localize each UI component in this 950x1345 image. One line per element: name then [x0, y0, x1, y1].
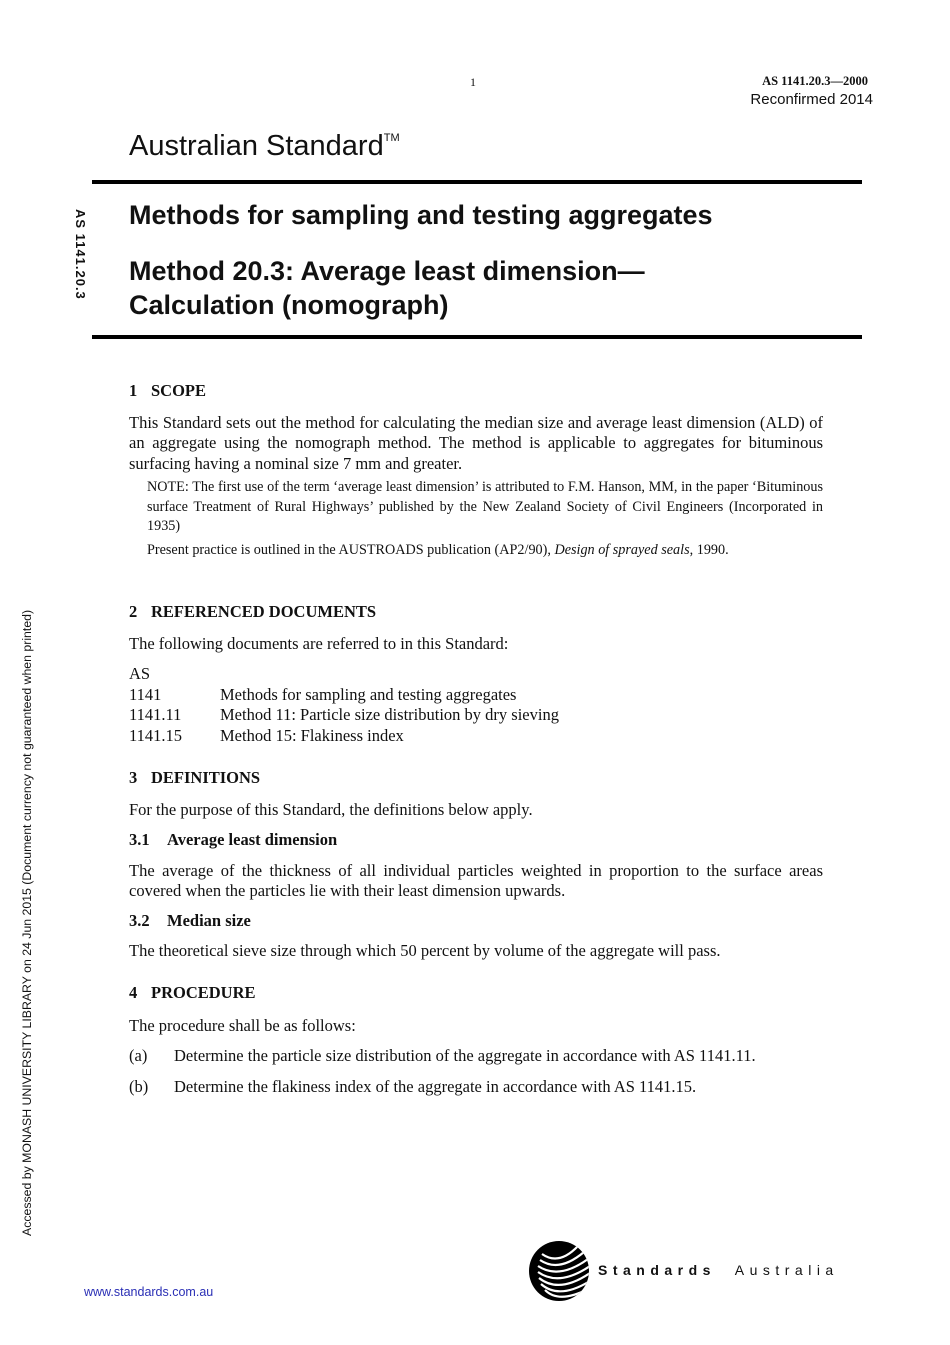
website-link[interactable]: www.standards.com.au: [84, 1285, 214, 1299]
procedure-heading: [129, 983, 823, 1004]
reference-title: Methods for sampling and testing aggregates: [220, 684, 517, 704]
reference-group: AS: [129, 664, 151, 683]
definition-body: The average of the thickness of all individual particles weighted in proportion to the surface areas covered when the particles lie with their least dimension upwards.: [129, 860, 823, 900]
reference-title: Method 15: Flakiness index: [220, 725, 404, 745]
practice-year: , 1990.: [689, 541, 729, 558]
reference-code: 1141: [129, 684, 162, 704]
publisher-name: [598, 1262, 839, 1278]
brand-name: Australian Standard: [129, 130, 384, 162]
method-title-line-1: Method 20.3: Average least dimension—: [129, 256, 645, 286]
definition-body: The theoretical sieve size through which 50 percent by volume of the aggregate will pass.: [129, 941, 721, 960]
bottom-rule: [92, 335, 862, 339]
procedure-step: [129, 1077, 823, 1098]
definitions-intro: For the purpose of this Standard, the definitions below apply.: [129, 799, 533, 819]
definition-title: Median size: [167, 910, 251, 930]
standards-australia-logo-icon: [528, 1240, 590, 1302]
reference-row: [129, 705, 823, 726]
section-scope: [129, 381, 823, 560]
definition-heading: [129, 830, 823, 851]
section-references: [129, 602, 823, 746]
section-title: REFERENCED DOCUMENTS: [151, 602, 377, 621]
step-text: Determine the flakiness index of the aggregate in accordance with AS 1141.15.: [174, 1076, 697, 1096]
section-title: DEFINITIONS: [151, 768, 261, 787]
reference-code: 1141.11: [129, 705, 182, 724]
document-code: AS 1141.20.3—2000: [762, 74, 868, 88]
side-document-code: AS 1141.20.3: [73, 209, 88, 300]
top-rule: [92, 180, 862, 184]
section-number: 4: [129, 983, 138, 1002]
reference-title: Method 11: Particle size distribution by dry sieving: [220, 705, 559, 724]
publisher-name-bold: Standards: [598, 1262, 716, 1278]
section-definitions: [129, 768, 823, 962]
step-text: Determine the particle size distribution of the aggregate in accordance with AS 1141.11.: [174, 1046, 756, 1065]
method-title-line-2: Calculation (nomograph): [129, 290, 449, 320]
section-title: PROCEDURE: [151, 983, 256, 1002]
section-number: 1: [129, 381, 138, 400]
access-watermark: Accessed by MONASH UNIVERSITY LIBRARY on 24 Jun 2015 (Document currency not guaranteed when printed): [20, 609, 34, 1237]
standard-title: Methods for sampling and testing aggregates: [129, 200, 713, 230]
publisher-name-light: Australia: [734, 1262, 839, 1278]
references-heading: [129, 602, 823, 623]
scope-note-practice: [147, 541, 823, 561]
reference-row: [129, 726, 823, 747]
step-label: (a): [129, 1046, 148, 1065]
reconfirmed-note: Reconfirmed 2014: [750, 91, 873, 108]
references-intro: The following documents are referred to in this Standard:: [129, 633, 509, 653]
section-number: 2: [129, 602, 138, 621]
practice-text: Present practice is outlined in the AUSTROADS publication (AP2/90),: [147, 541, 555, 558]
scope-note: NOTE: The first use of the term ‘average least dimension’ is attributed to F.M. Hanson, MM, in the paper ‘Bituminous surface Treatment of Rural Highways’ published by the New Zealand Society of Civil Engineers (Incorporated in 1935): [147, 479, 823, 534]
definition-number: 3.1: [129, 830, 150, 849]
section-title: SCOPE: [151, 381, 207, 400]
page-number: 1: [470, 75, 476, 89]
section-number: 3: [129, 768, 138, 787]
reference-code: 1141.15: [129, 725, 183, 745]
definition-heading: [129, 911, 823, 932]
procedure-step: [129, 1046, 823, 1067]
brand-title: [129, 130, 400, 163]
trademark-mark: TM: [383, 132, 400, 144]
publication-title: Design of sprayed seals: [554, 541, 690, 558]
definition-title: Average least dimension: [167, 830, 338, 849]
scope-heading: [129, 381, 823, 402]
procedure-intro: The procedure shall be as follows:: [129, 1015, 356, 1035]
definitions-heading: [129, 768, 823, 789]
definition-number: 3.2: [129, 910, 150, 930]
step-label: (b): [129, 1076, 149, 1096]
method-title: [129, 254, 829, 322]
section-procedure: [129, 983, 823, 1097]
reference-row: [129, 685, 823, 706]
scope-body: This Standard sets out the method for calculating the median size and average least dimension (ALD) of an aggregate using the nomograph method. The method is applicable to aggregates for bituminous surfacing having a nominal size 7 mm and greater.: [129, 412, 823, 473]
